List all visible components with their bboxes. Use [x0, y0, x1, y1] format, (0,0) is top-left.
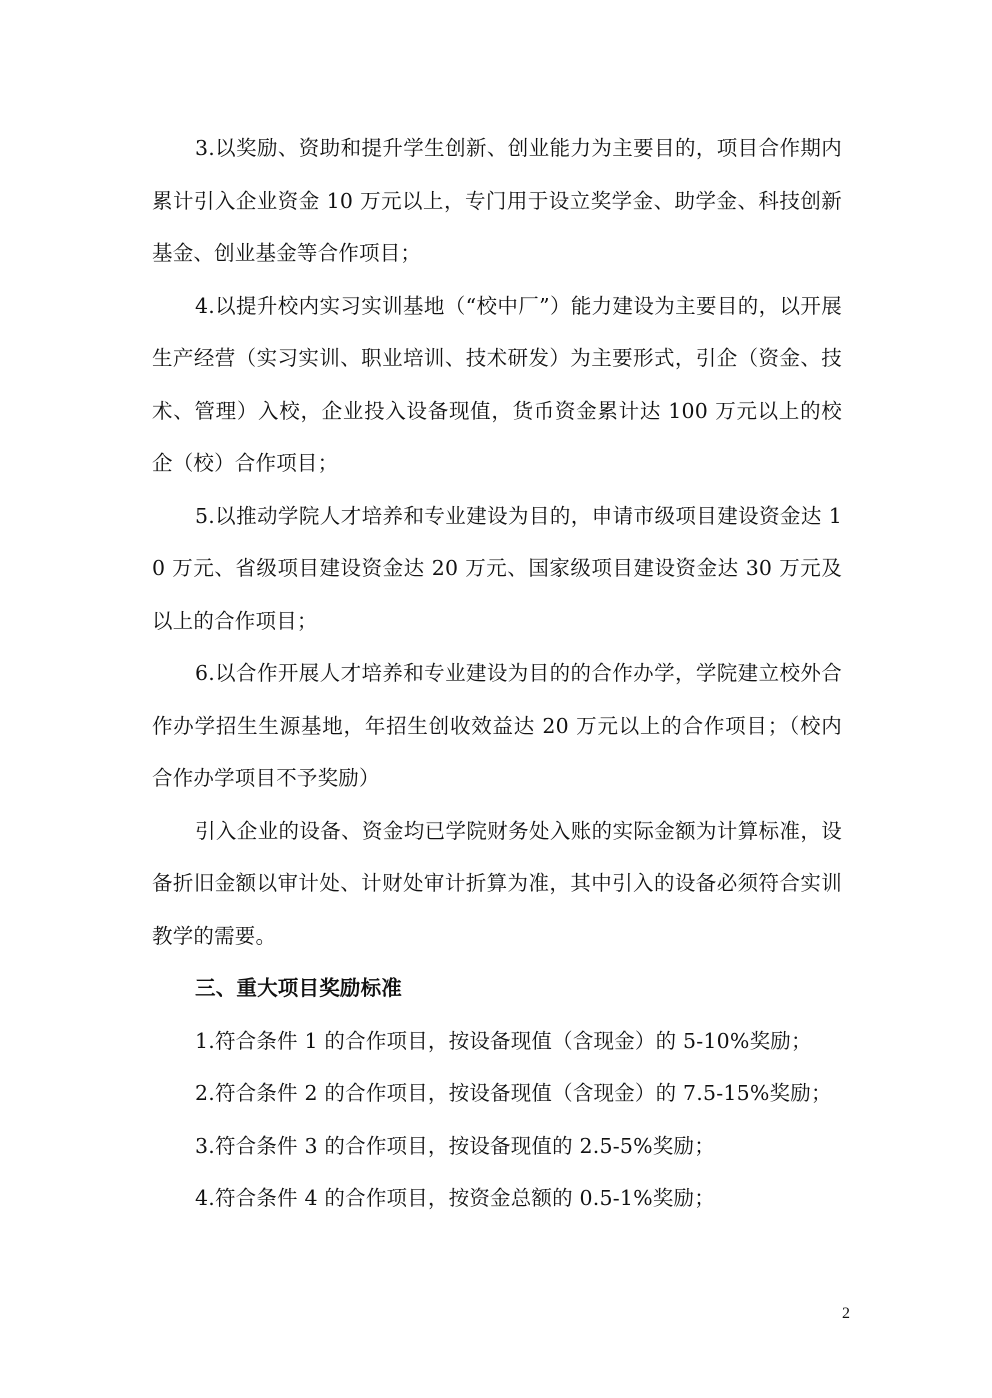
- page-number: 2: [842, 1305, 850, 1322]
- paragraph-item-6: 6.以合作开展人才培养和专业建设为目的的合作办学，学院建立校外合作办学招生生源基地，年招生创收效益达 20 万元以上的合作项目；（校内合作办学项目不予奖励）: [152, 661, 842, 790]
- paragraph-equipment-note: 引入企业的设备、资金均已学院财务处入账的实际金额为计算标准，设备折旧金额以审计处、计财处审计折算为准，其中引入的设备必须符合实训教学的需要。: [152, 818, 842, 948]
- document-body: [152, 122, 842, 1225]
- standard-item-3: 3.符合条件 3 的合作项目，按设备现值的 2.5-5%奖励；: [195, 1133, 715, 1158]
- paragraph-item-3: 3.以奖励、资助和提升学生创新、创业能力为主要目的，项目合作期内累计引入企业资金 10 万元以上，专门用于设立奖学金、助学金、科技创新基金、创业基金等合作项目；: [152, 136, 842, 265]
- standard-item-2: 2.符合条件 2 的合作项目，按设备现值（含现金）的 7.5-15%奖励；: [195, 1081, 832, 1105]
- paragraph-item-5: 5.以推动学院人才培养和专业建设为目的，申请市级项目建设资金达 10 万元、省级项目建设资金达 20 万元、国家级项目建设资金达 30 万元及以上的合作项目；: [152, 503, 842, 633]
- paragraph-item-4: 4.以提升校内实习实训基地（“校中厂”）能力建设为主要目的，以开展生产经营（实习实训、职业培训、技术研发）为主要形式，引企（资金、技术、管理）入校，企业投入设备现值，货币资金累计达 100 万元以上的校企（校）合作项目；: [152, 293, 842, 475]
- standard-item-4: 4.符合条件 4 的合作项目，按资金总额的 0.5-1%奖励；: [195, 1186, 715, 1210]
- section-heading: 三、重大项目奖励标准: [195, 976, 402, 1000]
- standard-item-1: 1.符合条件 1 的合作项目，按设备现值（含现金）的 5-10%奖励；: [195, 1028, 812, 1053]
